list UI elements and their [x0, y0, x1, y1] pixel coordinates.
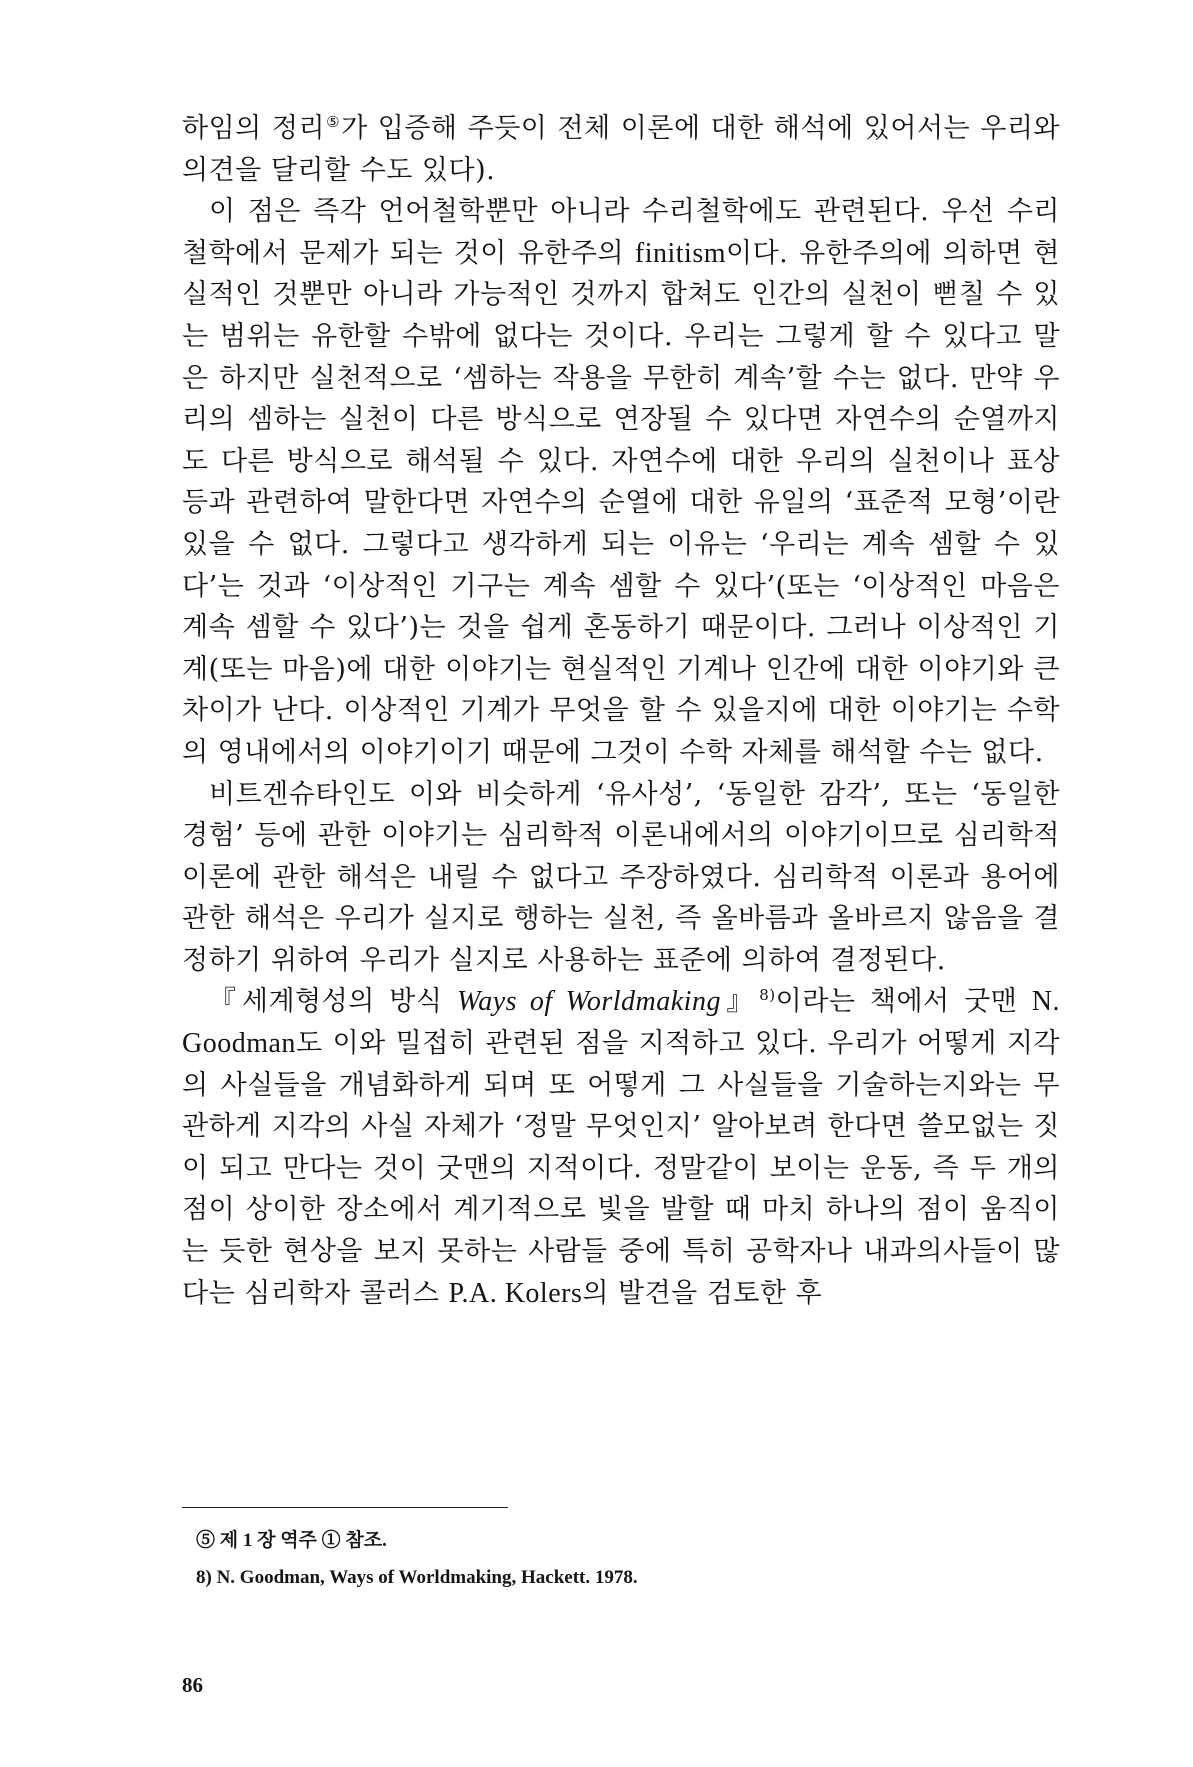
- name-kolers: P.A. Kolers: [448, 1277, 583, 1309]
- footnote-5: ⑤ 제 1 장 역주 ① 참조.: [196, 1530, 387, 1551]
- body-text: [182, 108, 1060, 1314]
- paragraph-2: [182, 191, 1060, 773]
- name-goodman: N. Goodman: [182, 986, 1060, 1060]
- paragraph-4-text-c: 이라는 책에서 굿맨: [775, 986, 1032, 1018]
- footnote-marker-5: ⑤: [325, 113, 342, 131]
- paragraph-2-text-a: 이 점은 즉각 언어철학뿐만 아니라 수리철학에도 관련된다. 우선 수리철학에서 문제가 되는 것이 유한주의: [182, 196, 1060, 269]
- footnotes: [196, 1522, 1056, 1596]
- paragraph-2-text-b: 이다. 유한주의에 의하면 현실적인 것뿐만 아니라 가능적인 것까지 합쳐도 인간의 실천이 뻗칠 수 있는 범위는 유한할 수밖에 없다는 것이다. 우리는 그렇게 할 수 있다고 말은 하지만 실천적으로 ‘셈하는 작용을 무한히 계속’할 수는 없다. 만약 우리의 셈하는 실천이 다른 방식으로 연장될 수 있다면 자연수의 순열까지도 다른 방식으로 해석될 수 있다. 자연수에 대한 우리의 실천이나 표상 등과 관련하여 말한다면 자연수의 순열에 대한 유일의 ‘표준적 모형’이란 있을 수 없다. 그렇다고 생각하게 되는 이유는 ‘우리는 계속 셈할 수 있다’는 것과 ‘이상적인 기구는 계속 셈할 수 있다’(또는 ‘이상적인 마음은 계속 셈할 수 있다’)는 것을 쉽게 혼동하기 때문이다. 그러나 이상적인 기계(또는 마음)에 대한 이야기는 현실적인 기계나 인간에 대한 이야기와 큰 차이가 난다. 이상적인 기계가 무엇을 할 수 있을지에 대한 이야기는 수학의 영내에서의 이야기이기 때문에 그것이 수학 자체를 해석할 수는 없다.: [182, 237, 1060, 768]
- footnote-divider: [182, 1507, 508, 1508]
- paragraph-4-text-a: 『세계형성의 방식: [209, 986, 457, 1018]
- footnote-marker-8: 8): [759, 986, 776, 1005]
- term-finitism: finitism: [634, 237, 727, 269]
- footnote-8: 8) N. Goodman, Ways of Worldmaking, Hackett. 1978.: [196, 1567, 638, 1588]
- paragraph-4-text-e: 의 발견을 검토한 후: [582, 1277, 823, 1309]
- paragraph-3: [182, 774, 1060, 982]
- paragraph-1-text-a: 하임의 정리: [182, 113, 326, 144]
- paragraph-1: [182, 108, 1060, 191]
- page-number: 86: [182, 1673, 203, 1697]
- paragraph-1-text-b: 가 입증해 주듯이 전체 이론에 대한 해석에 있어서는 우리와 의견을 달리할 수도 있다).: [182, 113, 1060, 186]
- paragraph-4: [182, 981, 1060, 1314]
- paragraph-4-text-d: 도 이와 밀접히 관련된 점을 지적하고 있다. 우리가 어떻게 지각의 사실들을 개념화하게 되며 또 어떻게 그 사실들을 기술하는지와는 무관하게 지각의 사실 자체가 ‘정말 무엇인지’ 알아보려 한다면 쓸모없는 짓이 되고 만다는 것이 굿맨의 지적이다. 정말같이 보이는 운동, 즉 두 개의 점이 상이한 장소에서 계기적으로 빛을 발할 때 마치 하나의 점이 움직이는 듯한 현상을 보지 못하는 사람들 중에 특히 공학자나 내과의사들이 많다는 심리학자 콜러스: [182, 1028, 1060, 1309]
- paragraph-3-text: 비트겐슈타인도 이와 비슷하게 ‘유사성’, ‘동일한 감각’, 또는 ‘동일한 경험’ 등에 관한 이야기는 심리학적 이론내에서의 이야기이므로 심리학적 이론에 관한 해석은 내릴 수 없다고 주장하였다. 심리학적 이론과 용어에 관한 해석은 우리가 실지로 행하는 실천, 즉 올바름과 올바르지 않음을 결정하기 위하여 우리가 실지로 사용하는 표준에 의하여 결정된다.: [182, 778, 1060, 976]
- paragraph-4-text-b: 』: [720, 986, 760, 1018]
- book-title-en: Ways of Worldmaking: [456, 986, 721, 1018]
